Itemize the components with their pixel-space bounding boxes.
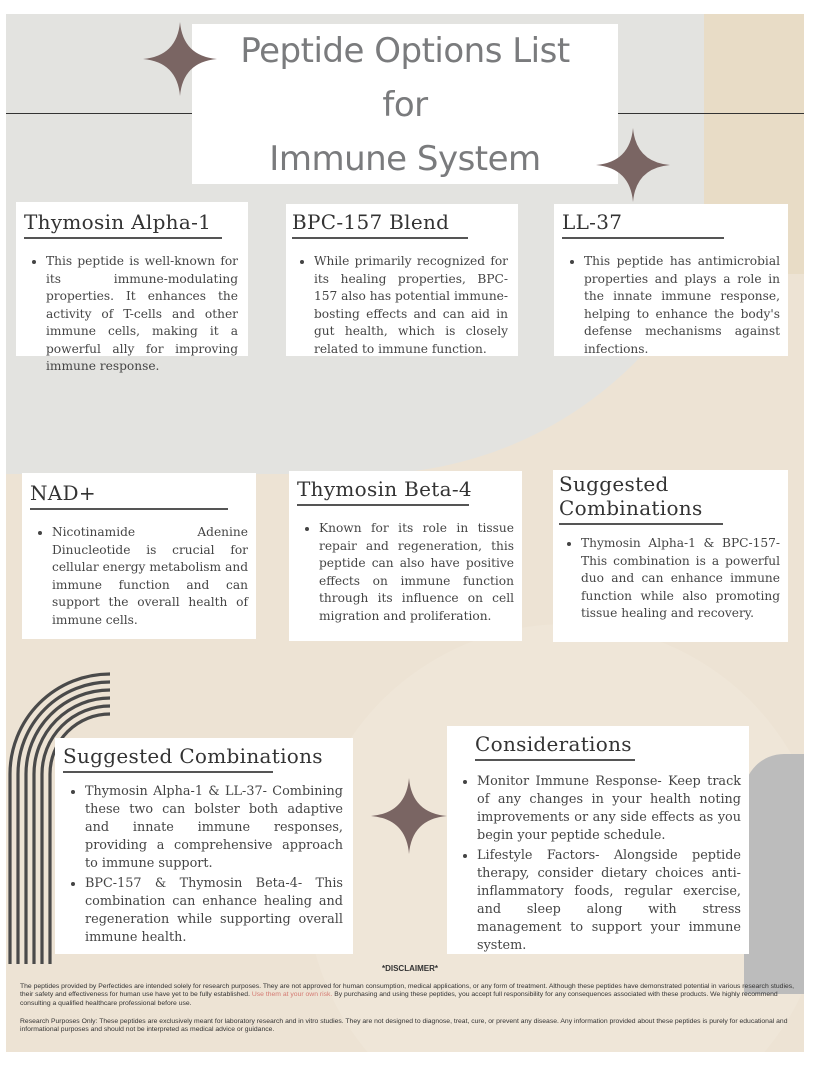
heading-underline <box>559 523 723 525</box>
star-icon <box>143 22 217 96</box>
card-heading: BPC-157 Blend <box>292 210 450 234</box>
card-suggested-combinations-large <box>55 738 353 954</box>
title-line-2: for <box>382 85 428 125</box>
card-heading: Thymosin Beta-4 <box>297 477 472 501</box>
bullet: • This peptide is well-known for its immune-modulating properties. It enhances the activity of T-cells and other immune cells, making it a powerful ally for improving immune response. <box>46 253 238 376</box>
card-heading: Considerations <box>475 732 632 756</box>
disclaimer-text: By purchasing and using these peptides, you accept full responsibility for any consequences associated with these products. We highly recommend consulting a qualified healthcare professional before use. <box>20 991 778 1007</box>
disclaimer-paragraph-1 <box>20 983 798 1008</box>
bullet: • Nicotinamide Adenine Dinucleotide is crucial for cellular energy metabolism and immune function and can support the overall health of immune cells. <box>52 524 248 629</box>
disclaimer-heading: *DISCLAIMER* <box>381 964 438 973</box>
heading-underline <box>297 504 469 506</box>
card-heading: LL-37 <box>562 210 623 234</box>
bullet: • While primarily recognized for its healing properties, BPC-157 also has potential immune-bosting effects and can aid in gut health, which is closely related to immune function. <box>314 253 508 358</box>
card-considerations <box>447 726 749 954</box>
disclaimer-text: The peptides provided by Perfectides are intended solely for research purposes. They are not approved for human consumption, medical applications, or any form of treatment. Although these peptides have demonstrated potential in various research studies, their safety and effectiveness for human use have yet to be fully established. <box>20 983 795 999</box>
bullet: • Thymosin Alpha-1 & BPC-157- This combination is a powerful duo and can enhance immune function while also promoting tissue healing and recovery. <box>581 535 780 623</box>
card-heading-line-1: Suggested <box>559 472 669 496</box>
disclaimer-paragraph-2: Research Purposes Only: These peptides are exclusively meant for laboratory research and in vitro studies. They are not designed to diagnose, treat, cure, or prevent any disease. Any information provided about these peptides is purely for educational and informational purposes and should not be interpreted as medical advice or guidance. <box>20 1018 788 1034</box>
title-box <box>192 24 618 184</box>
card-heading: Thymosin Alpha-1 <box>24 210 212 234</box>
card-heading: Suggested Combinations <box>63 744 323 768</box>
card-nad <box>22 473 256 639</box>
bullet: • BPC-157 & Thymosin Beta-4- This combination can enhance healing and regeneration while supporting overall immune health. <box>85 875 343 947</box>
card-ll37 <box>554 204 788 356</box>
bullet: • This peptide has antimicrobial properties and plays a role in the innate immune response, helping to enhance the body's defense mechanisms against infections. <box>584 253 780 358</box>
heading-underline <box>24 237 222 239</box>
star-icon <box>371 778 447 854</box>
heading-underline <box>475 759 635 761</box>
star-icon <box>596 128 670 202</box>
bullet: • Thymosin Alpha-1 & LL-37- Combining these two can bolster both adaptive and innate immune responses, providing a comprehensive approach to immune support. <box>85 783 343 873</box>
title-line-1: Peptide Options List <box>240 31 570 71</box>
card-heading-line-2: Combinations <box>559 496 703 520</box>
card-thymosin-beta <box>289 471 522 641</box>
card-heading: NAD+ <box>30 481 96 505</box>
bullet: • Monitor Immune Response- Keep track of any changes in your health noting improvements or any side effects as you begin your peptide schedule. <box>477 773 741 845</box>
card-suggested-combinations <box>553 470 788 642</box>
bullet: • Known for its role in tissue repair and regeneration, this peptide can also have positive effects on immune function through its influence on cell migration and proliferation. <box>319 520 514 625</box>
heading-underline <box>30 508 228 510</box>
bullet: • Lifestyle Factors- Alongside peptide therapy, consider dietary choices anti-inflammatory foods, regular exercise, and sleep along with stress management to support your immune system. <box>477 847 741 955</box>
heading-underline <box>63 771 273 773</box>
card-bpc157 <box>286 204 518 356</box>
card-thymosin-alpha <box>16 202 248 373</box>
grey-corner-shape <box>744 754 804 994</box>
heading-underline <box>292 237 468 239</box>
heading-underline <box>562 237 724 239</box>
title-line-3: Immune System <box>269 139 541 179</box>
disclaimer-warning: Use them at your own risk. <box>251 991 333 999</box>
